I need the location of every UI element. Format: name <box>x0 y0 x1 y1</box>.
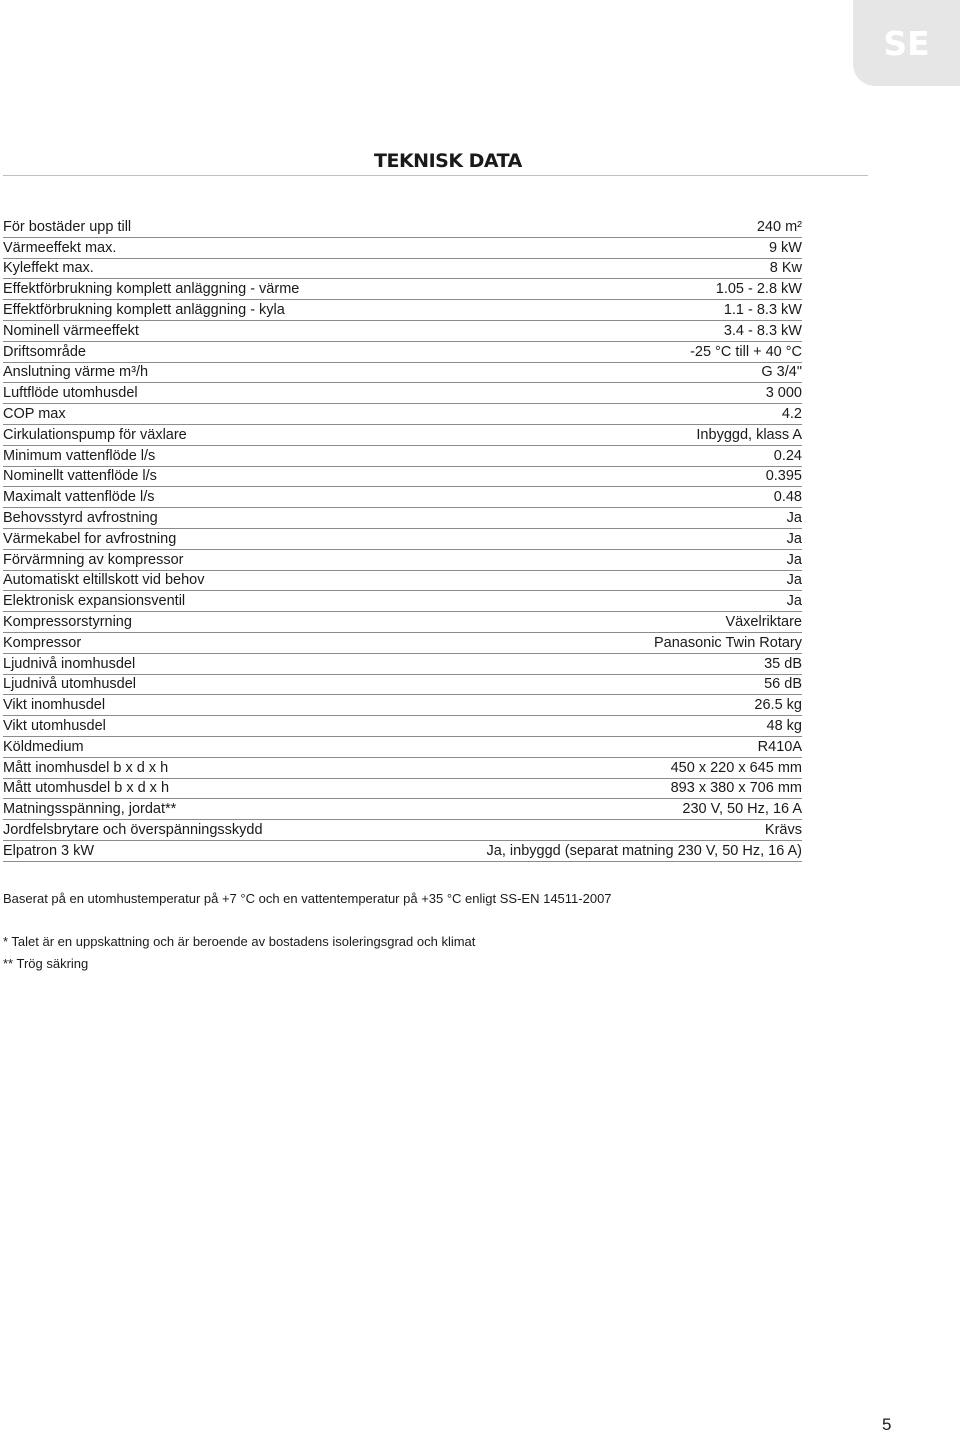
table-row <box>3 508 802 529</box>
footnote-fuse: ** Trög säkring <box>3 955 89 971</box>
table-row <box>3 716 802 737</box>
row-label: Luftflöde utomhusdel <box>3 385 138 402</box>
row-label: Vikt inomhusdel <box>3 697 106 714</box>
row-label: Driftsområde <box>3 343 86 360</box>
row-value: 4.2 <box>781 405 802 422</box>
row-label: Värmekabel for avfrostning <box>3 530 177 547</box>
row-value: 8 Kw <box>769 260 802 277</box>
row-value: 9 kW <box>768 239 802 256</box>
row-value: 0.395 <box>765 468 802 485</box>
table-row <box>3 550 802 571</box>
row-value: Ja <box>786 572 802 589</box>
row-label: Nominell värmeeffekt <box>3 322 139 339</box>
row-value: G 3/4" <box>761 364 802 381</box>
row-label: Nominellt vattenflöde l/s <box>3 468 157 485</box>
row-label: Matningsspänning, jordat** <box>3 801 177 818</box>
row-value: 3.4 - 8.3 kW <box>723 322 802 339</box>
table-row <box>3 487 802 508</box>
row-value: 3 000 <box>765 385 802 402</box>
table-row <box>3 654 802 675</box>
row-value: Inbyggd, klass A <box>696 426 802 443</box>
table-row <box>3 259 802 280</box>
row-value: 26.5 kg <box>754 697 802 714</box>
row-label: Förvärmning av kompressor <box>3 551 184 568</box>
table-row <box>3 675 802 696</box>
row-value: Panasonic Twin Rotary <box>653 634 802 651</box>
table-row <box>3 779 802 800</box>
row-label: Mått utomhusdel b x d x h <box>3 780 170 797</box>
footnote-basis: Baserat på en utomhustemperatur på +7 °C och en vattentemperatur på +35 °C enligt SS-EN 14511-2007 <box>3 891 612 906</box>
row-value: 0.48 <box>773 489 802 506</box>
language-tab <box>853 0 960 86</box>
table-row <box>3 695 802 716</box>
table-row <box>3 300 802 321</box>
table-row <box>3 820 802 841</box>
table-row <box>3 425 802 446</box>
row-label: Behovsstyrd avfrostning <box>3 509 158 526</box>
table-row <box>3 633 802 654</box>
table-row <box>3 321 802 342</box>
table-row <box>3 279 802 300</box>
row-value: R410A <box>757 738 802 755</box>
row-value: Ja <box>786 551 802 568</box>
table-row <box>3 467 802 488</box>
row-value: 1.1 - 8.3 kW <box>723 301 802 318</box>
row-value: Krävs <box>764 821 802 838</box>
row-label: Elektronisk expansionsventil <box>3 593 186 610</box>
language-code: SE <box>883 23 930 63</box>
row-label: Minimum vattenflöde l/s <box>3 447 156 464</box>
page-title: TEKNISK DATA <box>374 150 522 172</box>
row-value: 0.24 <box>773 447 802 464</box>
row-value: 35 dB <box>764 655 802 672</box>
row-value: Ja <box>786 593 802 610</box>
row-label: Kompressor <box>3 634 82 651</box>
row-label: Köldmedium <box>3 738 84 755</box>
table-row <box>3 841 802 862</box>
row-label: Elpatron 3 kW <box>3 842 95 859</box>
row-label: Cirkulationspump för växlare <box>3 426 187 443</box>
row-label: Anslutning värme m³/h <box>3 364 149 381</box>
table-row <box>3 363 802 384</box>
row-label: Vikt utomhusdel <box>3 717 106 734</box>
table-row <box>3 217 802 238</box>
page-number: 5 <box>882 1415 892 1434</box>
table-row <box>3 529 802 550</box>
row-label: För bostäder upp till <box>3 218 132 235</box>
row-value: 56 dB <box>764 676 802 693</box>
row-value: Ja <box>786 509 802 526</box>
row-label: Ljudnivå inomhusdel <box>3 655 136 672</box>
row-label: Värmeeffekt max. <box>3 239 117 256</box>
row-label: Ljudnivå utomhusdel <box>3 676 137 693</box>
row-value: -25 °C till + 40 °C <box>690 343 802 360</box>
row-value: 450 x 220 x 645 mm <box>670 759 802 776</box>
table-row <box>3 799 802 820</box>
table-row <box>3 238 802 259</box>
table-row <box>3 342 802 363</box>
table-row <box>3 758 802 779</box>
row-value: Ja <box>786 530 802 547</box>
spec-table <box>3 217 802 862</box>
table-row <box>3 383 802 404</box>
row-value: 48 kg <box>766 717 802 734</box>
row-label: Automatiskt eltillskott vid behov <box>3 572 205 589</box>
table-row <box>3 404 802 425</box>
table-row <box>3 612 802 633</box>
table-row <box>3 571 802 592</box>
table-row <box>3 446 802 467</box>
row-label: Maximalt vattenflöde l/s <box>3 489 155 506</box>
row-value: 1.05 - 2.8 kW <box>715 281 802 298</box>
title-divider <box>3 175 868 176</box>
table-row <box>3 591 802 612</box>
row-value: 240 m² <box>756 218 802 235</box>
table-row <box>3 737 802 758</box>
row-label: Mått inomhusdel b x d x h <box>3 759 169 776</box>
row-value: Ja, inbyggd (separat matning 230 V, 50 Hz, 16 A) <box>486 842 802 859</box>
footnote-estimate: * Talet är en uppskattning och är beroende av bostadens isoleringsgrad och klimat <box>3 934 476 949</box>
row-value: 893 x 380 x 706 mm <box>670 780 802 797</box>
row-label: Kyleffekt max. <box>3 260 94 277</box>
footnotes <box>3 890 612 976</box>
row-label: Effektförbrukning komplett anläggning - värme <box>3 281 300 298</box>
row-value: Växelriktare <box>725 613 802 630</box>
row-label: Effektförbrukning komplett anläggning - kyla <box>3 301 285 318</box>
row-value: 230 V, 50 Hz, 16 A <box>682 801 802 818</box>
row-label: Jordfelsbrytare och överspänningsskydd <box>3 821 263 838</box>
row-label: Kompressorstyrning <box>3 613 132 630</box>
row-label: COP max <box>3 405 66 422</box>
